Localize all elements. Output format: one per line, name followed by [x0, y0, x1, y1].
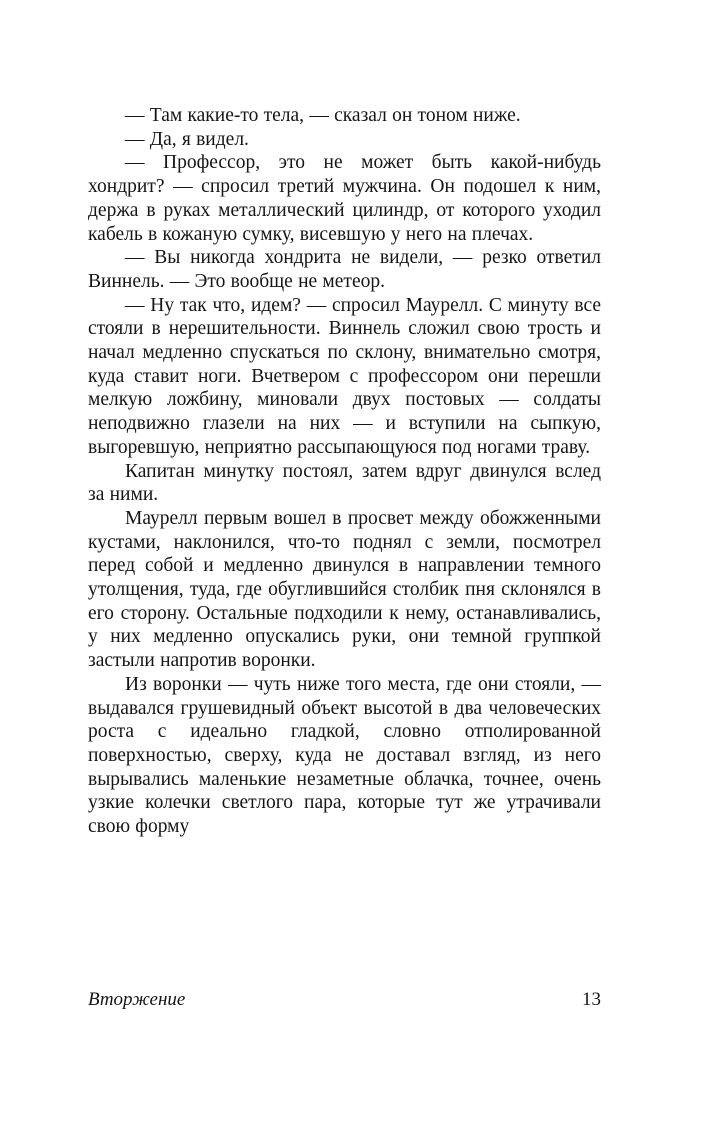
paragraph: Из воронки — чуть ниже того места, где они стояли, — выдавался грушевидный объект высотой в два человеческих роста с идеально гладкой, словно отполированной поверхностью, сверху, куда не доставал взгляд, из него вырывались маленькие незаметные облачка, точнее, очень узкие колечки светлого пара, которые тут же утрачивали свою форму — [88, 673, 601, 838]
running-title: Вторжение — [88, 989, 186, 1010]
paragraph: Маурелл первым вошел в просвет между обожженными кустами, наклонился, что-то поднял с земли, посмотрел перед собой и медленно двинулся в направлении темного утолщения, туда, где обуглившийся столбик пня склонялся в его сторону. Остальные подходили к нему, останавливались, у них медленно опускались руки, они темной группкой застыли напротив воронки. — [88, 507, 601, 672]
page-number: 13 — [582, 989, 601, 1010]
paragraph: — Ну так что, идем? — спросил Маурелл. С минуту все стояли в нерешительности. Виннель сложил свою трость и начал медленно спускаться по склону, внимательно смотря, куда ставит ноги. Вчетвером с профессором они перешли мелкую ложбину, миновали двух постовых — солдаты неподвижно глазели на них — и вступили на сыпкую, выгоревшую, неприятно рассыпающуюся под ногами траву. — [88, 294, 601, 458]
paragraph: — Там какие-то тела, — сказал он тоном ниже. — [125, 105, 521, 126]
page-footer — [88, 989, 601, 1011]
body-text — [88, 104, 601, 839]
paragraph: — Да, я видел. — [125, 128, 249, 150]
paragraph: Капитан минутку постоял, затем вдруг двинулся вслед за ними. — [88, 460, 601, 506]
paragraph: — Профессор, это не может быть какой-нибудь хондрит? — спросил третий мужчина. Он подошел к ним, держа в руках металлический цилиндр, от которого уходил кабель в кожаную сумку, висевшую у него на плечах. — [88, 152, 601, 245]
paragraph: — Вы никогда хондрита не видели, — резко ответил Виннель. — Это вообще не метеор. — [88, 247, 601, 292]
